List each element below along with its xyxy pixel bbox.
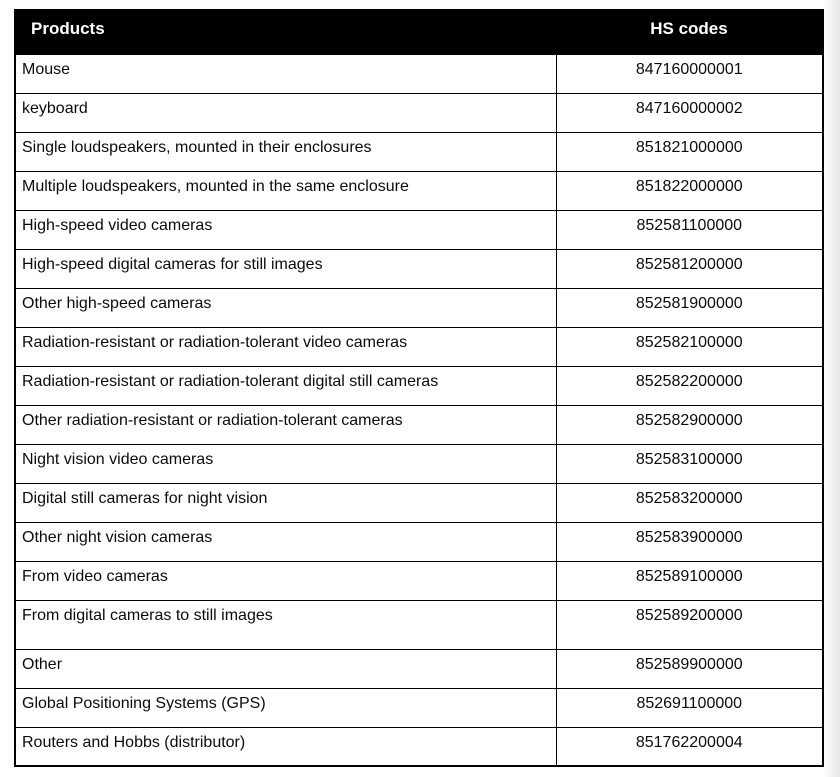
hs-code-cell: 852582900000 [556,405,823,444]
table-row [15,366,823,405]
table-row [15,405,823,444]
table-row [15,327,823,366]
hs-code-cell: 852691100000 [556,688,823,727]
product-cell: Radiation-resistant or radiation-tolerant digital still cameras [15,366,556,405]
table-row [15,483,823,522]
product-cell: From video cameras [15,561,556,600]
hs-code-cell: 852583100000 [556,444,823,483]
table-row [15,522,823,561]
product-cell: keyboard [15,93,556,132]
hs-codes-table [14,9,824,767]
table-row [15,171,823,210]
hs-code-cell: 852581200000 [556,249,823,288]
table-row [15,600,823,649]
hs-code-cell: 851821000000 [556,132,823,171]
page-edge-shading [823,0,840,777]
product-cell: Single loudspeakers, mounted in their enclosures [15,132,556,171]
product-cell: Global Positioning Systems (GPS) [15,688,556,727]
table-row [15,561,823,600]
hs-code-cell: 852589100000 [556,561,823,600]
table-row [15,54,823,93]
table-header-row [15,10,823,54]
hs-code-cell: 852582200000 [556,366,823,405]
hs-code-cell: 847160000001 [556,54,823,93]
product-cell: Routers and Hobbs (distributor) [15,727,556,766]
table-row [15,727,823,766]
table-row [15,93,823,132]
product-cell: Mouse [15,54,556,93]
hs-code-cell: 852583900000 [556,522,823,561]
column-header-hs-codes: HS codes [556,10,823,54]
product-cell: Multiple loudspeakers, mounted in the same enclosure [15,171,556,210]
table-row [15,649,823,688]
table-row [15,444,823,483]
table-row [15,288,823,327]
hs-code-cell: 852582100000 [556,327,823,366]
product-cell: Night vision video cameras [15,444,556,483]
hs-code-cell: 852583200000 [556,483,823,522]
product-cell: Other [15,649,556,688]
hs-code-cell: 847160000002 [556,93,823,132]
table-row [15,132,823,171]
product-cell: Radiation-resistant or radiation-tolerant video cameras [15,327,556,366]
hs-code-cell: 852581900000 [556,288,823,327]
product-cell: From digital cameras to still images [15,600,556,649]
hs-code-cell: 852589900000 [556,649,823,688]
hs-code-cell: 852581100000 [556,210,823,249]
product-cell: Other high-speed cameras [15,288,556,327]
hs-code-cell: 852589200000 [556,600,823,649]
hs-code-cell: 851762200004 [556,727,823,766]
product-cell: Other night vision cameras [15,522,556,561]
product-cell: High-speed video cameras [15,210,556,249]
table-row [15,688,823,727]
column-header-products: Products [15,10,556,54]
table-row [15,210,823,249]
hs-code-cell: 851822000000 [556,171,823,210]
product-cell: Other radiation-resistant or radiation-tolerant cameras [15,405,556,444]
table-row [15,249,823,288]
product-cell: High-speed digital cameras for still images [15,249,556,288]
product-cell: Digital still cameras for night vision [15,483,556,522]
